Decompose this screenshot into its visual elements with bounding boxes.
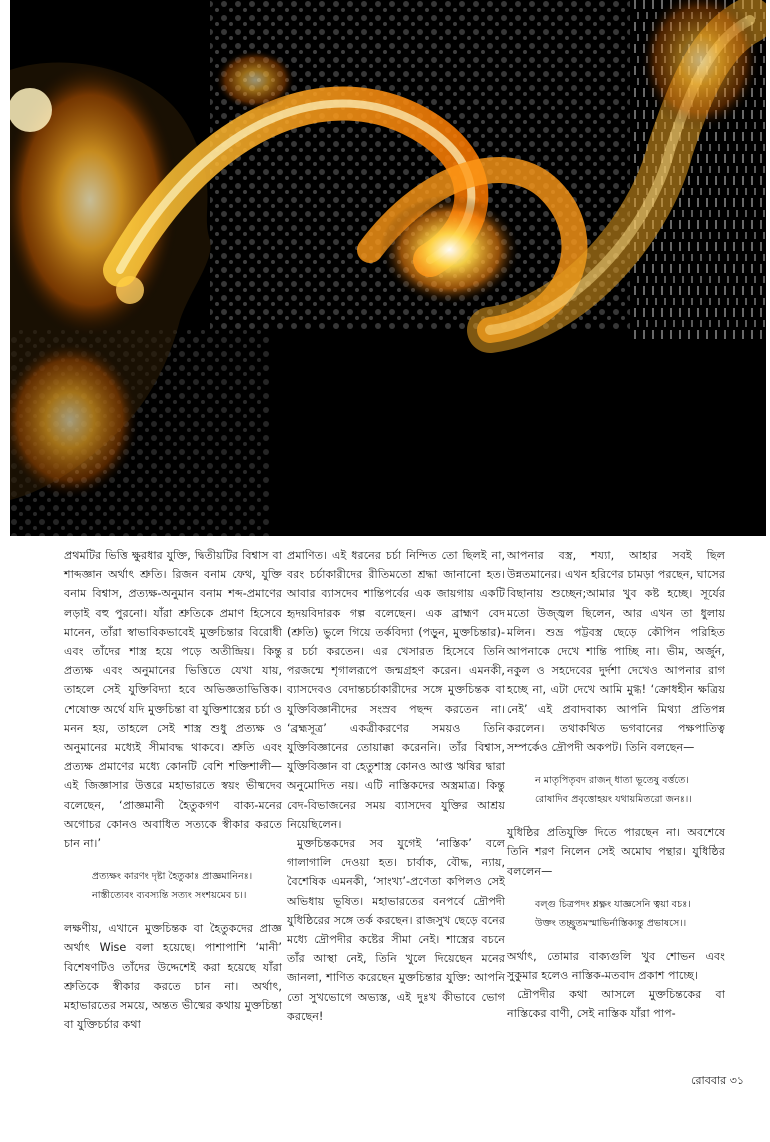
verse-line: বল্গু চিত্রপদং শ্লক্ষ্ণং যাজ্ঞসেনি ত্বয়া বচঃ। [535,898,691,910]
sanskrit-verse [92,867,282,905]
verse-line: ন মাতৃপিতৃবদ রাজন্‌ ধাতা ভূতেষু বর্ত্ততে। [535,775,689,787]
paragraph: যুধিষ্ঠির প্রতিযুক্তি দিতে পারছেন না। অবশেষে তিনি শরণ নিলেন সেই অমোঘ পন্থার। যুধিষ্ঠির বললেন— [507,826,725,878]
verse-line: উক্তং তচ্ছ্রুতমস্মাভির্নাস্তিক্যন্তু প্রভাষসে।। [535,917,687,929]
text-column-3 [507,546,725,1024]
paragraph: অর্থাৎ, তোমার বাক্যগুলি খুব শোভন এবং সুকুমার হলেও নাস্তিক-মতবাদ প্রকাশ পাচ্ছে। [507,949,725,983]
text-column-2 [287,546,505,1026]
verse-line: রোষাদিব প্রবৃত্তোহয়ং যথায়মিতরো জনঃ।। [535,794,692,806]
page-footer-label: রোববার ৩১ [691,1074,744,1087]
paragraph: প্রথমটির ভিত্তি ক্ষুরধার যুক্তি, দ্বিতীয়টির বিশ্বাস বা শাব্দজ্ঞান অর্থাৎ শ্রুতি। রিজন বনাম ফেথ, যুক্তি বনাম বিশ্বাস, প্রত্যক্ষ-অনুমান বনাম শব্দ-প্রমাণের লড়াই বহু পুরনো। যাঁরা শ্রুতিকে প্রমাণ হিসেবে মানেন, তাঁরা স্বাভাবিকভাবেই মুক্তচিন্তার বিরোধী এবং তাঁদের শাস্ত্র হয়ে পড়ে অতীন্দ্রিয়। কিন্তু প্রত্যক্ষ এবং অনুমানের ভিত্তিতে যেখা যায়, তাহলে সেই যুক্তিবিদ্যা হবে অভিজ্ঞতাভিত্তিক। শেষোক্ত অর্থে যদি মুক্তচিন্তা বা যুক্তিশাস্ত্রের চর্চা ও মনন হয়, তাহলে সেই শাস্ত্র শুধু প্রত্যক্ষ ও অনুমানের মধ্যেই সীমাবদ্ধ থাকবে। শ্রুতি এবং প্রত্যক্ষ প্রমাণের মধ্যে কোনটি বেশি শক্তিশালী— এই জিজ্ঞাসার উত্তরে মহাভারতে স্বয়ং ভীষ্মদেব বলেছেন, ‘প্রাজ্ঞমানী হৈতুকগণ বাক্য-মনের অগোচর কোনও অবাধিত সত্যকে স্বীকার করতে চান না।’ [64,549,282,851]
verse-line: প্রত্যক্ষং কারণং দৃষ্টা হৈতুকাঃ প্রাজ্ঞমানিনঃ। [92,871,253,883]
paragraph: মুক্তচিন্তকদের সব যুগেই ‘নাস্তিক’ বলে গালাগালি দেওয়া হত। চার্বাক, বৌদ্ধ, ন্যায়, বৈশেষিক এমনকী, ‘সাংখ্য’-প্রণেতা কপিলও সেই অভিধায় ভূষিত। মহাভারতের বনপর্বে দ্রৌপদী যুধিষ্ঠিরের সঙ্গে তর্ক করছেন। রাজসুখ ছেড়ে বনের মধ্যে দ্রৌপদীর কষ্টের সীমা নেই। শাস্ত্রের বচনে তাঁর আস্থা নেই, তিনি খুলে দিয়েছেন মনের জানলা, শাণিত করেছেন মুক্তচিন্তার যুক্তি: আপনি তো সুখভোগে অভ্যস্ত, এই দুঃখ কীভাবে ভোগ করছেন! [287,837,505,1023]
sanskrit-verse [535,771,725,809]
paragraph: লক্ষণীয়, এখানে মুক্তচিন্তক বা হৈতুকদের প্রাজ্ঞ অর্থাৎ Wise বলা হয়েছে। পাশাপাশি ‘মানী’ বিশেষণটিও তাঁদের উদ্দেশেই করা হয়েছে যাঁরা শ্রুতিকে স্বীকার করতে চান না। অর্থাৎ, মহাভারতের সময়ে, অন্তত ভীষ্মের কথায় মুক্তচিন্তা বা যুক্তিচর্চার কথা [64,922,282,1032]
paragraph: প্রমাণিত। এই ধরনের চর্চা নিন্দিত তো ছিলই না, বরং চর্চাকারীদের রীতিমতো শ্রদ্ধা জানানো হত। আবার ব্যাসদেব শান্তিপর্বের এক জায়গায় একটি হৃদয়বিদারক গল্প বলেছেন। এক ব্রাহ্মণ বেদ (শ্রুতি) ভুলে গিয়ে তর্কবিদ্যা (পড়ুন, মুক্তচিন্তার)-র চর্চা করতেন। এর খেসারত হিসেবে তিনি পরজন্মে শৃগালরূপে জন্মগ্রহণ করেন। এমনকী, ব্যাসদেবও বেদান্তচর্চাকারীদের সঙ্গে মুক্তচিন্তক বা যুক্তিবিজ্ঞানীদের সংস্রব পছন্দ করতেন না। ‘ব্রহ্মসূত্র’ একত্রীকরণের সময়ও তিনি যুক্তিবিজ্ঞানের তোয়াক্কা করেননি। তাঁর বিশ্বাস, যুক্তিবিজ্ঞান বা হেতুশাস্ত্র কোনও আপ্ত ঋষির দ্বারা অনুমোদিত নয়। এটি নাস্তিকদের অস্ত্রমাত্র। কিন্তু বেদ-বিভাজনের সময় ব্যাসদেব যুক্তির আশ্রয় নিয়েছিলেন। [287,549,505,831]
paragraph: আপনার বস্ত্র, শয্যা, আহার সবই ছিল উন্নতমানের। এখন হরিণের চামড়া পরছেন, ঘাসের বিছানায় শুচ্ছেন;আমার খুব কষ্ট হচ্ছে। সূর্যের মতো উজ্জ্বল ছিলেন, আর এখন তা ধুলায় মলিন। শুভ্র পট্টবস্ত্র ছেড়ে কৌপিন পরিহিত আপনাকে দেখে শান্তি পাচ্ছি না। ভীম, অর্জুন, নকুল ও সহদেবের দুর্দশা দেখেও আপনার রাগ হচ্ছে না, এটা দেখে আমি মুগ্ধ! ‘ক্রোধহীন ক্ষত্রিয় নেই’ এই প্রবাদবাক্য আপনি মিথ্যা প্রতিপন্ন করলেন। তথাকথিত ভগবানের পক্ষপাতিত্ব সম্পর্কেও দ্রৌপদী অকপট। তিনি বলছেন— [507,549,725,755]
hero-illustration [10,0,766,536]
paragraph: দ্রৌপদীর কথা আসলে মুক্তচিন্তকের বা নাস্তিকের বাণী, সেই নাস্তিক যাঁরা পাপ- [507,988,725,1021]
verse-line: নাস্তীত্যেবং ব্যবস্যন্তি সত্যং সংশয়মেব চ।। [92,890,247,902]
sanskrit-verse [535,895,725,933]
text-column-1 [64,546,282,1034]
